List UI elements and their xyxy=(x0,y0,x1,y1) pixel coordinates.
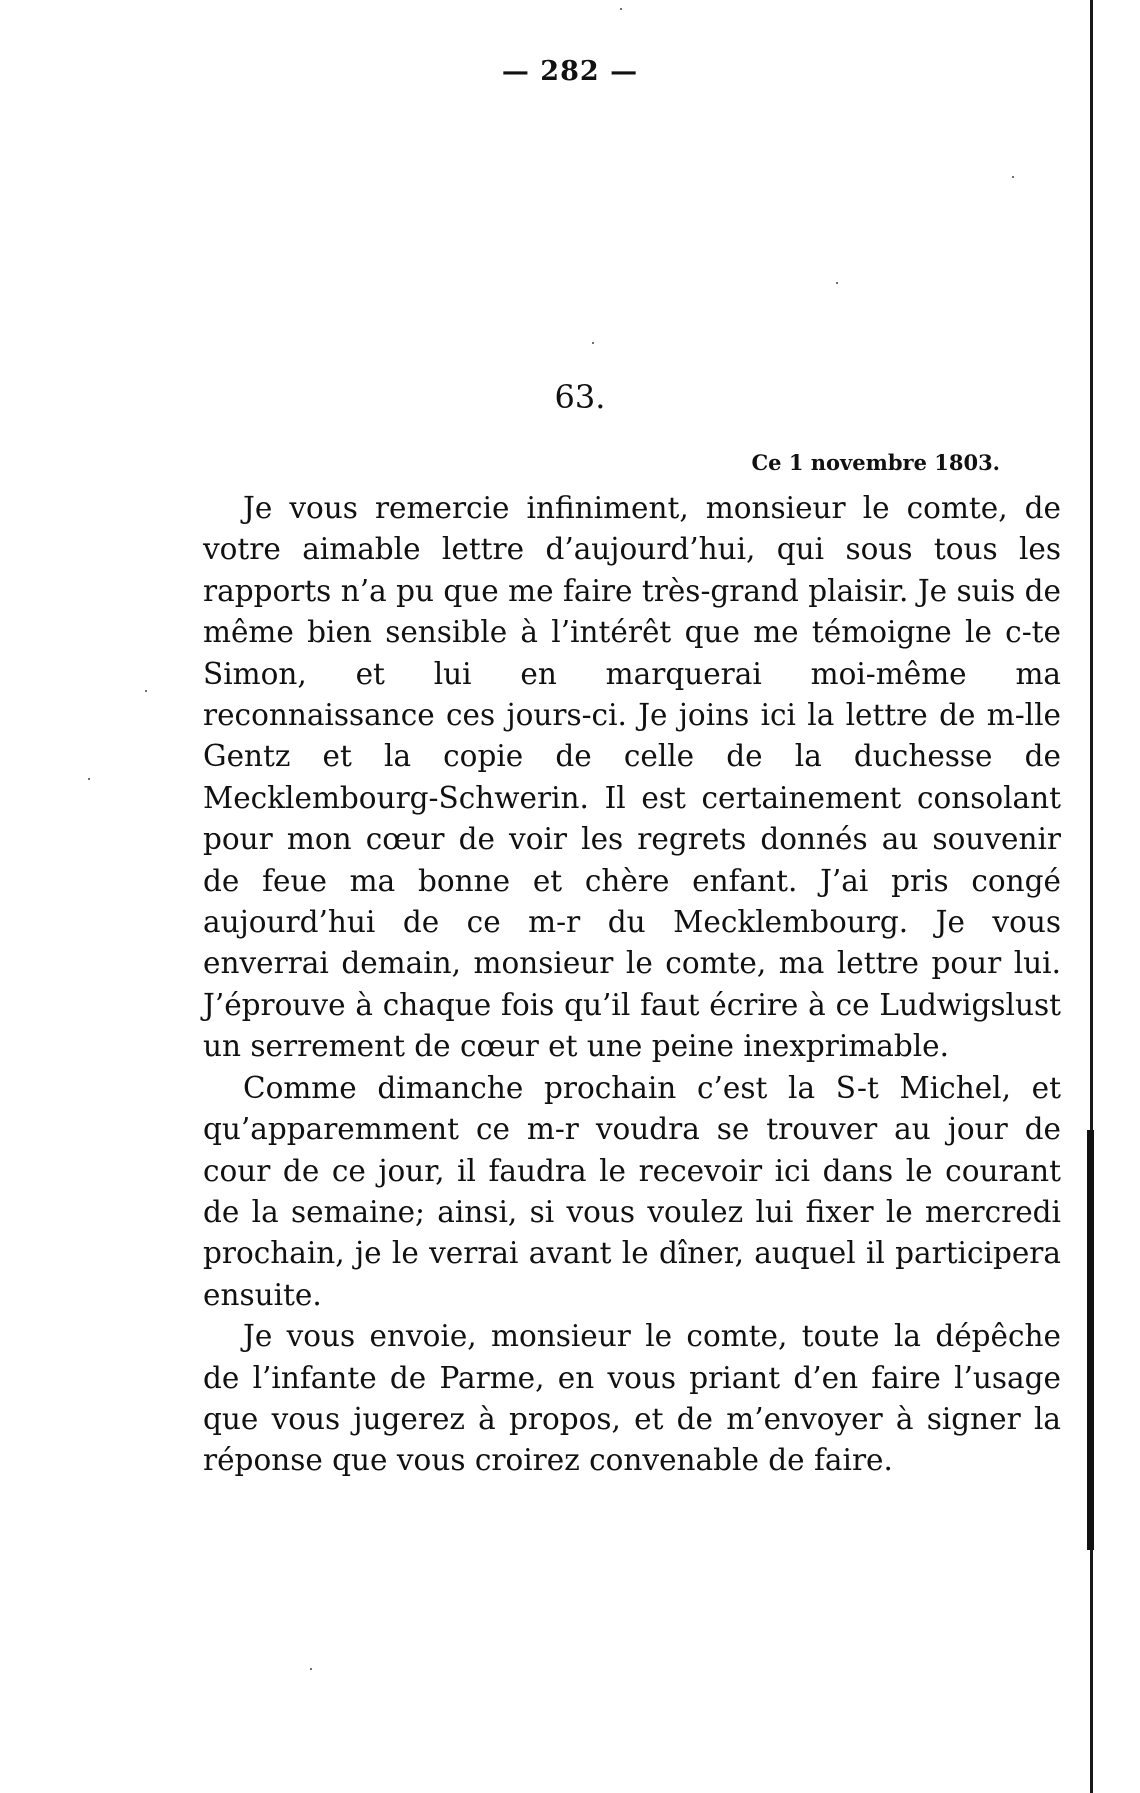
scan-speck xyxy=(88,778,90,780)
body-paragraph-2: Comme dimanche prochain c’est la S-t Michel, et qu’apparemment ce m-r voudra se trouver au jour de cour de ce jour, il faudra le recevoir ici dans le courant de la semaine; ainsi, si vous voulez lui fixer le mercredi prochain, je le verrai avant le dîner, auquel il participera ensuite. xyxy=(203,1070,1061,1312)
page-number: — 282 — xyxy=(501,56,639,87)
letter-body xyxy=(203,488,1061,1482)
letter-number: 63. xyxy=(554,378,606,416)
page-edge-shadow xyxy=(1087,1130,1094,1550)
body-paragraph-3: Je vous envoie, monsieur le comte, toute la dépêche de l’infante de Parme, en vous priant d’en faire l’usage que vous jugerez à propos, et de m’envoyer à signer la réponse que vous croirez convenable de faire. xyxy=(203,1319,1061,1478)
scan-speck xyxy=(145,690,147,692)
body-paragraph-1: Je vous remercie infiniment, monsieur le comte, de votre aimable lettre d’aujourd’hui, qui sous tous les rapports n’a pu que me faire très-grand plaisir. Je suis de même bien sensible à l’intérêt que me témoigne le c-te Simon, et lui en marquerai moi-même ma reconnaissance ces jours-ci. Je joins ici la lettre de m-lle Gentz et la copie de celle de la duchesse de Mecklembourg-Schwerin. Il est certainement consolant pour mon cœur de voir les regrets donnés au souvenir de feue ma bonne et chère enfant. J’ai pris congé aujourd’hui de ce m-r du Mecklembourg. Je vous enverrai demain, monsieur le comte, ma lettre pour lui. J’éprouve à chaque fois qu’il faut écrire à ce Ludwigslust un serrement de cœur et une peine inexprimable. xyxy=(203,491,1061,1064)
letter-date: Ce 1 novembre 1803. xyxy=(751,450,1000,475)
scan-speck xyxy=(592,342,594,344)
scan-speck xyxy=(836,282,838,284)
scan-speck xyxy=(310,1668,312,1670)
scan-speck xyxy=(1012,176,1014,178)
scan-speck xyxy=(620,8,622,10)
